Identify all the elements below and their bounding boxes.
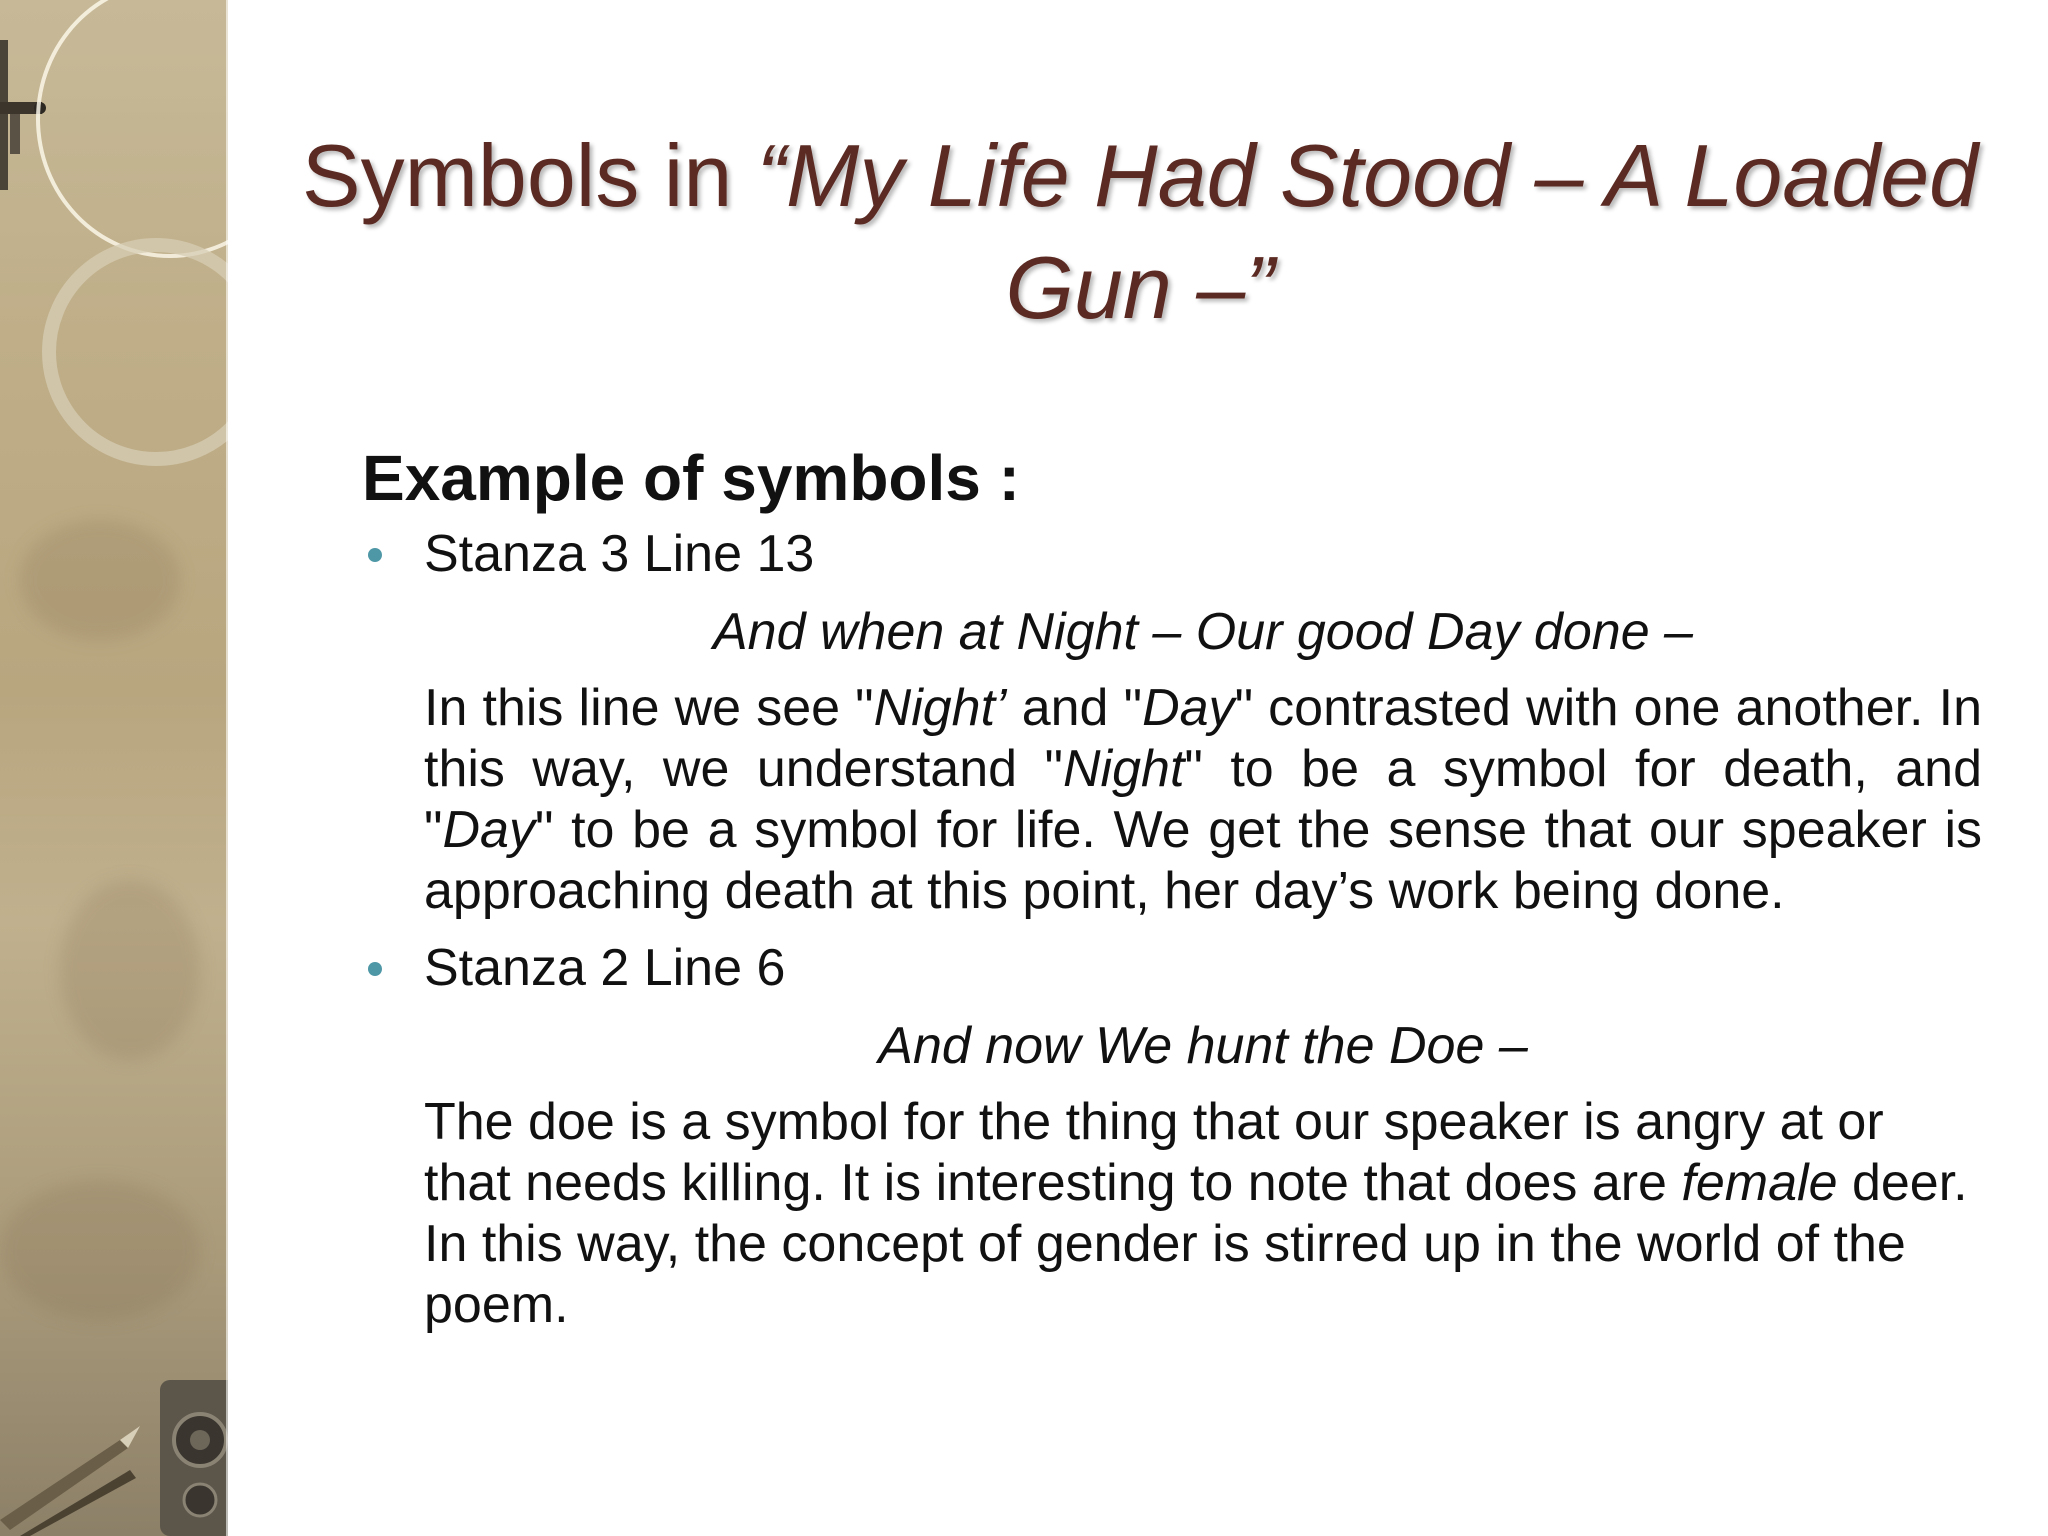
text-run: " to be a symbol for death, and " <box>424 740 1982 859</box>
italic-word: Night’ <box>873 679 1007 737</box>
paper-stain <box>0 1180 200 1320</box>
explanation-paragraph <box>362 1092 1982 1336</box>
bullet-dot-icon <box>368 962 382 976</box>
panel-divider <box>226 0 230 1536</box>
slide-title <box>250 120 2030 344</box>
poem-quote: And when at Night – Our good Day done – <box>713 603 1693 661</box>
bullet-label: Stanza 2 Line 6 <box>424 939 786 997</box>
text-run: The doe is a symbol for the thing that our speaker is angry at or that needs killing. It is interesting to note that does are <box>424 1093 1884 1212</box>
italic-word: female <box>1681 1154 1838 1212</box>
decorative-ring <box>42 238 228 466</box>
bullet-item <box>362 522 1982 586</box>
decorative-side-panel <box>0 0 228 1536</box>
title-prefix: Symbols <box>301 126 664 225</box>
title-in: in <box>663 126 757 225</box>
text-run: " contrasted with one another. In this way, we understand " <box>424 679 1983 798</box>
vintage-radio-icon <box>150 1370 228 1536</box>
paper-stain <box>60 880 200 1060</box>
italic-word: Day <box>442 801 535 859</box>
bullet-item <box>362 936 1982 1000</box>
text-run: " to be a symbol for life. We get the sense that our speaker is approaching death at this point, her day’s work being done. <box>424 801 1982 920</box>
italic-word: Night <box>1063 740 1185 798</box>
text-run: and " <box>1006 679 1143 737</box>
bullet-label: Stanza 3 Line 13 <box>424 525 815 583</box>
fountain-pen-icon <box>0 1420 140 1536</box>
text-run: deer. In this way, the concept of gender is stirred up in the world of the poem. <box>424 1154 1968 1334</box>
bullet-dot-icon <box>368 548 382 562</box>
slide-body <box>362 438 1982 1350</box>
title-poem-name: “My Life Had Stood – A Loaded Gun –” <box>756 126 1979 337</box>
poem-quote: And now We hunt the Doe – <box>878 1017 1528 1075</box>
italic-word: Day <box>1142 679 1235 737</box>
paper-stain <box>20 520 180 640</box>
decorative-ring <box>36 0 228 258</box>
section-heading: Example of symbols : <box>362 442 1020 514</box>
explanation-paragraph <box>362 678 1982 922</box>
text-run: In this line we see " <box>424 679 874 737</box>
